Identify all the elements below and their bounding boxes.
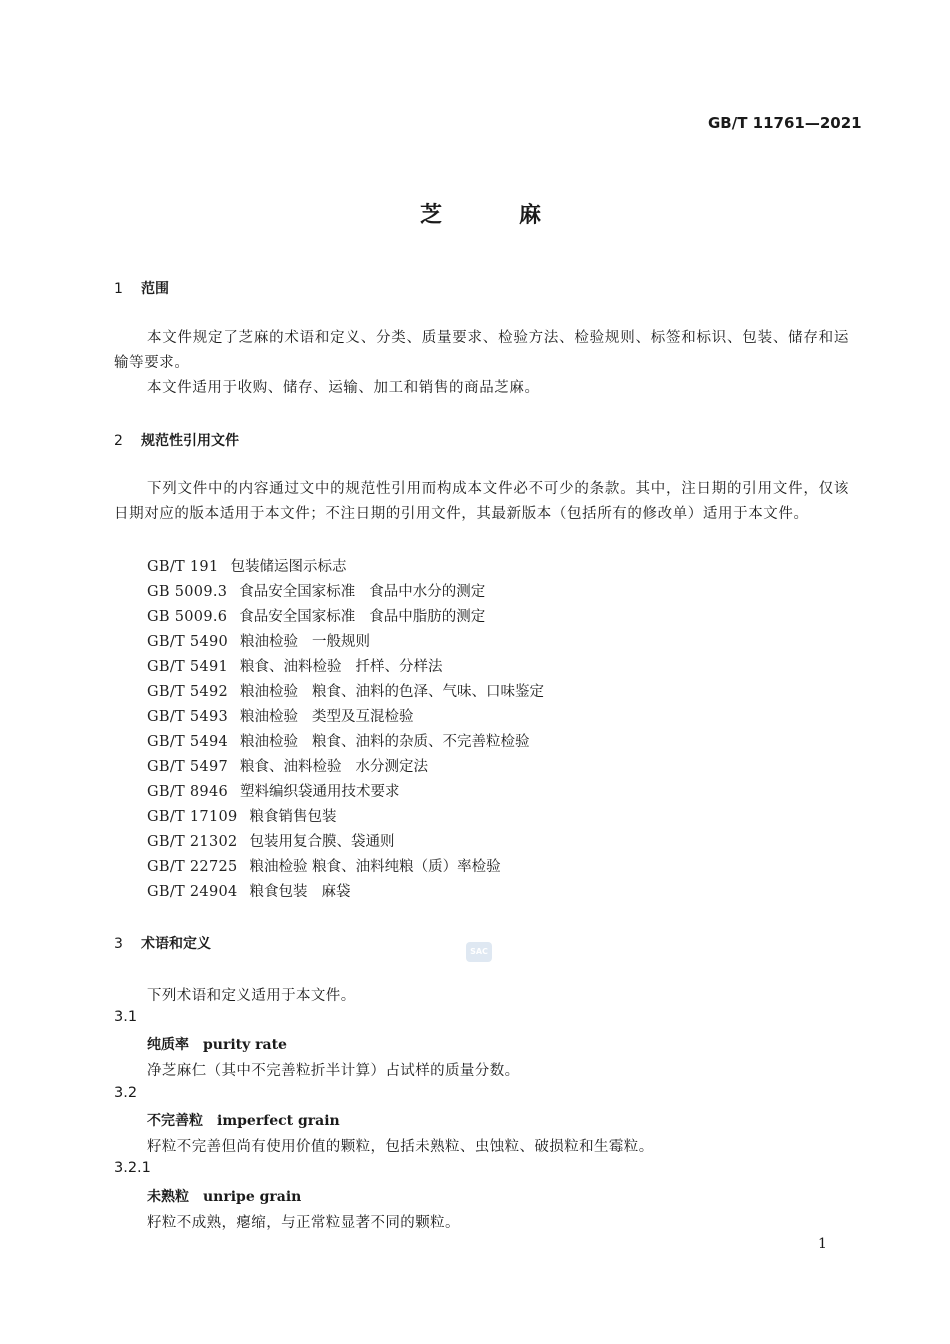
reference-subtitle: 扦样、分样法	[355, 659, 443, 675]
reference-code: GB 5009.6	[147, 609, 228, 625]
section-number: 2	[114, 433, 123, 449]
reference-code: GB 5009.3	[147, 584, 228, 600]
reference-subtitle: 粮食、油料的色泽、气味、口味鉴定	[312, 684, 545, 700]
term-heading	[147, 1110, 340, 1130]
paragraph: 下列文件中的内容通过文中的规范性引用而构成本文件必不可少的条款。其中，注日期的引用文件，仅该日期对应的版本适用于本文件；不注日期的引用文件，其最新版本（包括所有的修改单）适用于本文件。	[114, 481, 849, 522]
reference-item	[147, 605, 485, 626]
reference-code: GB/T 21302	[147, 834, 238, 850]
reference-code: GB/T 8946	[147, 784, 229, 800]
reference-title: 粮油检验 粮食、油料纯粮（质）率检验	[249, 859, 501, 875]
document-title-char-2: 麻	[519, 203, 542, 228]
reference-item	[147, 880, 351, 901]
reference-item	[147, 830, 409, 851]
section-1-body	[114, 326, 849, 401]
reference-title: 食品安全国家标准	[239, 609, 356, 625]
reference-subtitle: 类型及互混检验	[312, 709, 414, 725]
term-heading	[147, 1186, 301, 1206]
document-title-char-1: 芝	[420, 203, 443, 228]
reference-subtitle: 食品中水分的测定	[369, 584, 486, 600]
reference-title: 粮油检验	[240, 734, 299, 750]
term-number: 3.2.1	[114, 1160, 151, 1176]
reference-title: 塑料编织袋通用技术要求	[240, 784, 400, 800]
term-definition: 籽粒不成熟，瘪缩，与正常粒显著不同的颗粒。	[147, 1215, 460, 1231]
reference-item	[147, 705, 414, 726]
paragraph: 本文件适用于收购、储存、运输、加工和销售的商品芝麻。	[147, 380, 540, 396]
paragraph: 本文件规定了芝麻的术语和定义、分类、质量要求、检验方法、检验规则、标签和标识、包装、储存和运输等要求。	[114, 330, 849, 371]
section-number: 1	[114, 281, 123, 297]
section-3-heading	[114, 933, 211, 953]
reference-item	[147, 630, 370, 651]
reference-title: 包装用复合膜、袋通则	[249, 834, 395, 850]
term-chinese: 未熟粒	[147, 1189, 189, 1205]
reference-title: 粮食销售包装	[249, 809, 337, 825]
sac-watermark-logo: SAC	[466, 942, 492, 962]
reference-title: 包装储运图示标志	[230, 559, 347, 575]
reference-subtitle: 粮食、油料的杂质、不完善粒检验	[312, 734, 530, 750]
section-1-heading	[114, 278, 169, 298]
reference-title: 粮食、油料检验	[240, 759, 342, 775]
reference-item	[147, 755, 428, 776]
section-number: 3	[114, 936, 123, 952]
section-title: 范围	[141, 281, 169, 297]
reference-code: GB/T 5497	[147, 759, 229, 775]
term-heading	[147, 1034, 287, 1054]
reference-code: GB/T 17109	[147, 809, 238, 825]
reference-item	[147, 780, 414, 801]
reference-code: GB/T 5491	[147, 659, 229, 675]
standard-number: GB/T 11761—2021	[708, 114, 862, 132]
reference-title: 食品安全国家标准	[239, 584, 356, 600]
section-title: 规范性引用文件	[141, 433, 239, 449]
reference-item	[147, 655, 443, 676]
section-2-heading	[114, 430, 239, 450]
reference-title: 粮油检验	[240, 634, 299, 650]
term-english: unripe grain	[203, 1189, 302, 1205]
reference-item	[147, 805, 351, 826]
reference-title: 粮油检验	[240, 709, 299, 725]
reference-subtitle: 麻袋	[321, 884, 351, 900]
term-definition: 籽粒不完善但尚有使用价值的颗粒，包括未熟粒、虫蚀粒、破损粒和生霉粒。	[147, 1139, 654, 1155]
section-3-intro: 下列术语和定义适用于本文件。	[147, 988, 356, 1004]
term-chinese: 不完善粒	[147, 1113, 203, 1129]
reference-subtitle: 水分测定法	[355, 759, 429, 775]
reference-title: 粮油检验	[240, 684, 299, 700]
reference-item	[147, 580, 485, 601]
term-definition: 净芝麻仁（其中不完善粒折半计算）占试样的质量分数。	[147, 1063, 520, 1079]
reference-item	[147, 555, 360, 576]
reference-code: GB/T 5492	[147, 684, 229, 700]
section-2-body	[114, 477, 849, 527]
reference-subtitle: 一般规则	[312, 634, 371, 650]
reference-item	[147, 855, 515, 876]
reference-item	[147, 730, 530, 751]
term-chinese: 纯质率	[147, 1037, 189, 1053]
section-title: 术语和定义	[141, 936, 211, 952]
reference-title: 粮食包装	[249, 884, 308, 900]
reference-code: GB/T 191	[147, 559, 219, 575]
reference-code: GB/T 5490	[147, 634, 229, 650]
reference-code: GB/T 24904	[147, 884, 238, 900]
page-number: 1	[818, 1236, 827, 1252]
term-english: imperfect grain	[217, 1113, 340, 1129]
reference-title: 粮食、油料检验	[240, 659, 342, 675]
reference-code: GB/T 5494	[147, 734, 229, 750]
reference-subtitle: 食品中脂肪的测定	[369, 609, 486, 625]
term-number: 3.1	[114, 1009, 138, 1025]
reference-item	[147, 680, 544, 701]
term-number: 3.2	[114, 1085, 138, 1101]
reference-code: GB/T 5493	[147, 709, 229, 725]
reference-code: GB/T 22725	[147, 859, 238, 875]
term-english: purity rate	[203, 1037, 287, 1053]
